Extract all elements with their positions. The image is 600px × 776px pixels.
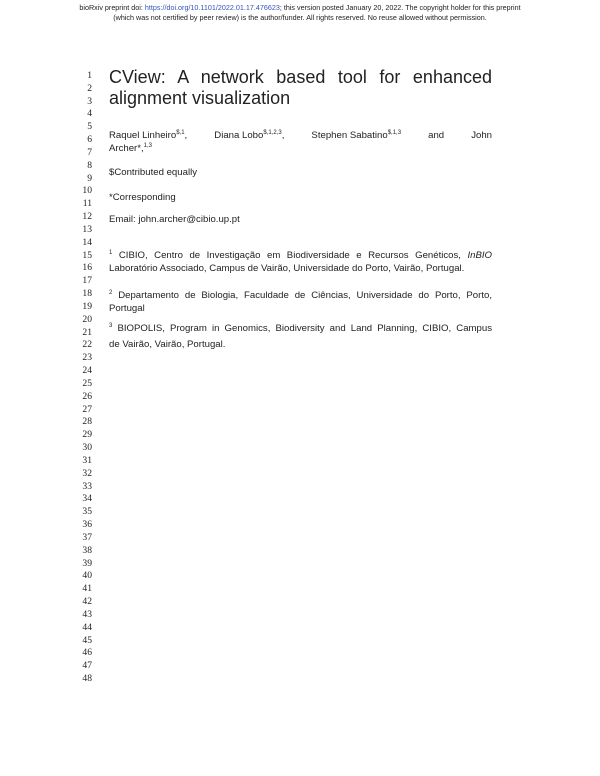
line-number: 31 <box>82 454 92 466</box>
line-number: 5 <box>87 121 92 133</box>
affiliation-1-line-2: Laboratório Associado, Campus de Vairão, Universidade do Porto, Vairão, Portugal. <box>109 263 465 274</box>
paper-title-line-1: CView: A network based tool for enhanced <box>109 67 492 87</box>
paper-title-line-2: alignment visualization <box>109 88 291 108</box>
line-number: 7 <box>87 146 92 158</box>
email-line: Email: john.archer@cibio.up.pt <box>109 214 240 225</box>
line-number: 26 <box>82 390 92 402</box>
line-number: 21 <box>82 326 92 338</box>
author-4-first: John <box>471 130 492 141</box>
author-3: Stephen Sabatino$^{\$,1,3}$ <box>311 129 402 141</box>
affiliation-2-line-1: $^2$ Departamento de Biologia, Faculdade de Ciências, Universidade do Porto, Porto, <box>109 289 492 301</box>
authors-line-2 <box>109 142 492 155</box>
authors-and: and <box>428 130 445 141</box>
line-number: 40 <box>82 570 92 582</box>
line-number: 14 <box>82 236 92 248</box>
line-number: 30 <box>82 442 92 454</box>
line-number: 1 <box>87 70 92 81</box>
contributed-equally-note: $Contributed equally <box>109 167 198 178</box>
line-number: 45 <box>82 634 92 646</box>
corresponding-note: *Corresponding <box>109 192 176 203</box>
doi-link[interactable]: https://doi.org/10.1101/2022.01.17.476623 <box>144 3 280 12</box>
line-number: 46 <box>82 647 92 659</box>
line-number: 6 <box>87 134 92 146</box>
line-number: 18 <box>82 288 92 300</box>
line-number: 39 <box>82 557 92 569</box>
line-number: 15 <box>82 249 92 261</box>
line-number: 19 <box>82 300 92 312</box>
line-number: 9 <box>87 172 92 184</box>
preprint-header <box>0 3 600 22</box>
line-number: 42 <box>82 596 92 608</box>
line-number: 34 <box>82 493 92 505</box>
line-number: 44 <box>82 621 92 633</box>
header-line-2: (which was not certified by peer review) is the author/funder. All rights reserved. No reuse allowed without permission. <box>113 12 487 22</box>
line-number: 10 <box>82 185 92 197</box>
line-number: 29 <box>82 429 92 441</box>
affiliation-3-line-1: $^3$ BIOPOLIS, Program in Genomics, Biodiversity and Land Planning, CIBIO, Campus <box>109 322 492 334</box>
line-number: 4 <box>87 108 92 120</box>
author-2: Diana Lobo$^{\$,1,2,3}$, <box>214 129 285 141</box>
line-number: 27 <box>82 403 92 415</box>
author-1: Raquel Linheiro$^{\$,1}$, <box>109 129 188 141</box>
line-number: 3 <box>87 95 92 107</box>
line-number: 23 <box>82 352 92 364</box>
affiliation-2-line-2: Portugal <box>109 303 145 314</box>
line-number: 11 <box>82 198 92 210</box>
line-number: 35 <box>82 506 92 518</box>
line-number: 20 <box>82 313 92 325</box>
author-4-last: Archer*, <box>109 143 144 154</box>
header-prefix: bioRxiv preprint doi: <box>79 3 145 12</box>
line-number: 22 <box>82 339 92 351</box>
line-number: 36 <box>82 519 92 531</box>
line-number: 25 <box>82 377 92 389</box>
line-number: 43 <box>82 608 92 620</box>
line-number: 2 <box>87 82 92 94</box>
author-4-sup: 1,3 <box>143 142 152 149</box>
line-number: 28 <box>82 416 92 428</box>
line-number: 24 <box>82 365 92 377</box>
line-number: 16 <box>82 262 92 274</box>
affiliation-3-line-2: de Vairão, Vairão, Portugal. <box>109 339 226 350</box>
line-number: 37 <box>82 531 92 543</box>
line-number: 13 <box>82 223 92 235</box>
line-number: 17 <box>82 275 92 287</box>
line-number: 33 <box>82 480 92 492</box>
line-number: 48 <box>82 673 92 684</box>
affiliation-1-line-1: $^1$ CIBIO, Centro de Investigação em Biodiversidade e Recursos Genéticos, InBIO <box>109 249 492 261</box>
line-number: 32 <box>82 467 92 479</box>
line-number: 47 <box>82 660 92 672</box>
authors-line-1 <box>109 129 492 142</box>
header-line-1 <box>0 3 600 13</box>
line-number: 8 <box>87 159 92 171</box>
line-number: 41 <box>82 583 92 595</box>
header-suffix: ; this version posted January 20, 2022. The copyright holder for this preprint <box>279 3 521 12</box>
line-number: 38 <box>82 544 92 556</box>
line-number: 12 <box>82 211 92 223</box>
